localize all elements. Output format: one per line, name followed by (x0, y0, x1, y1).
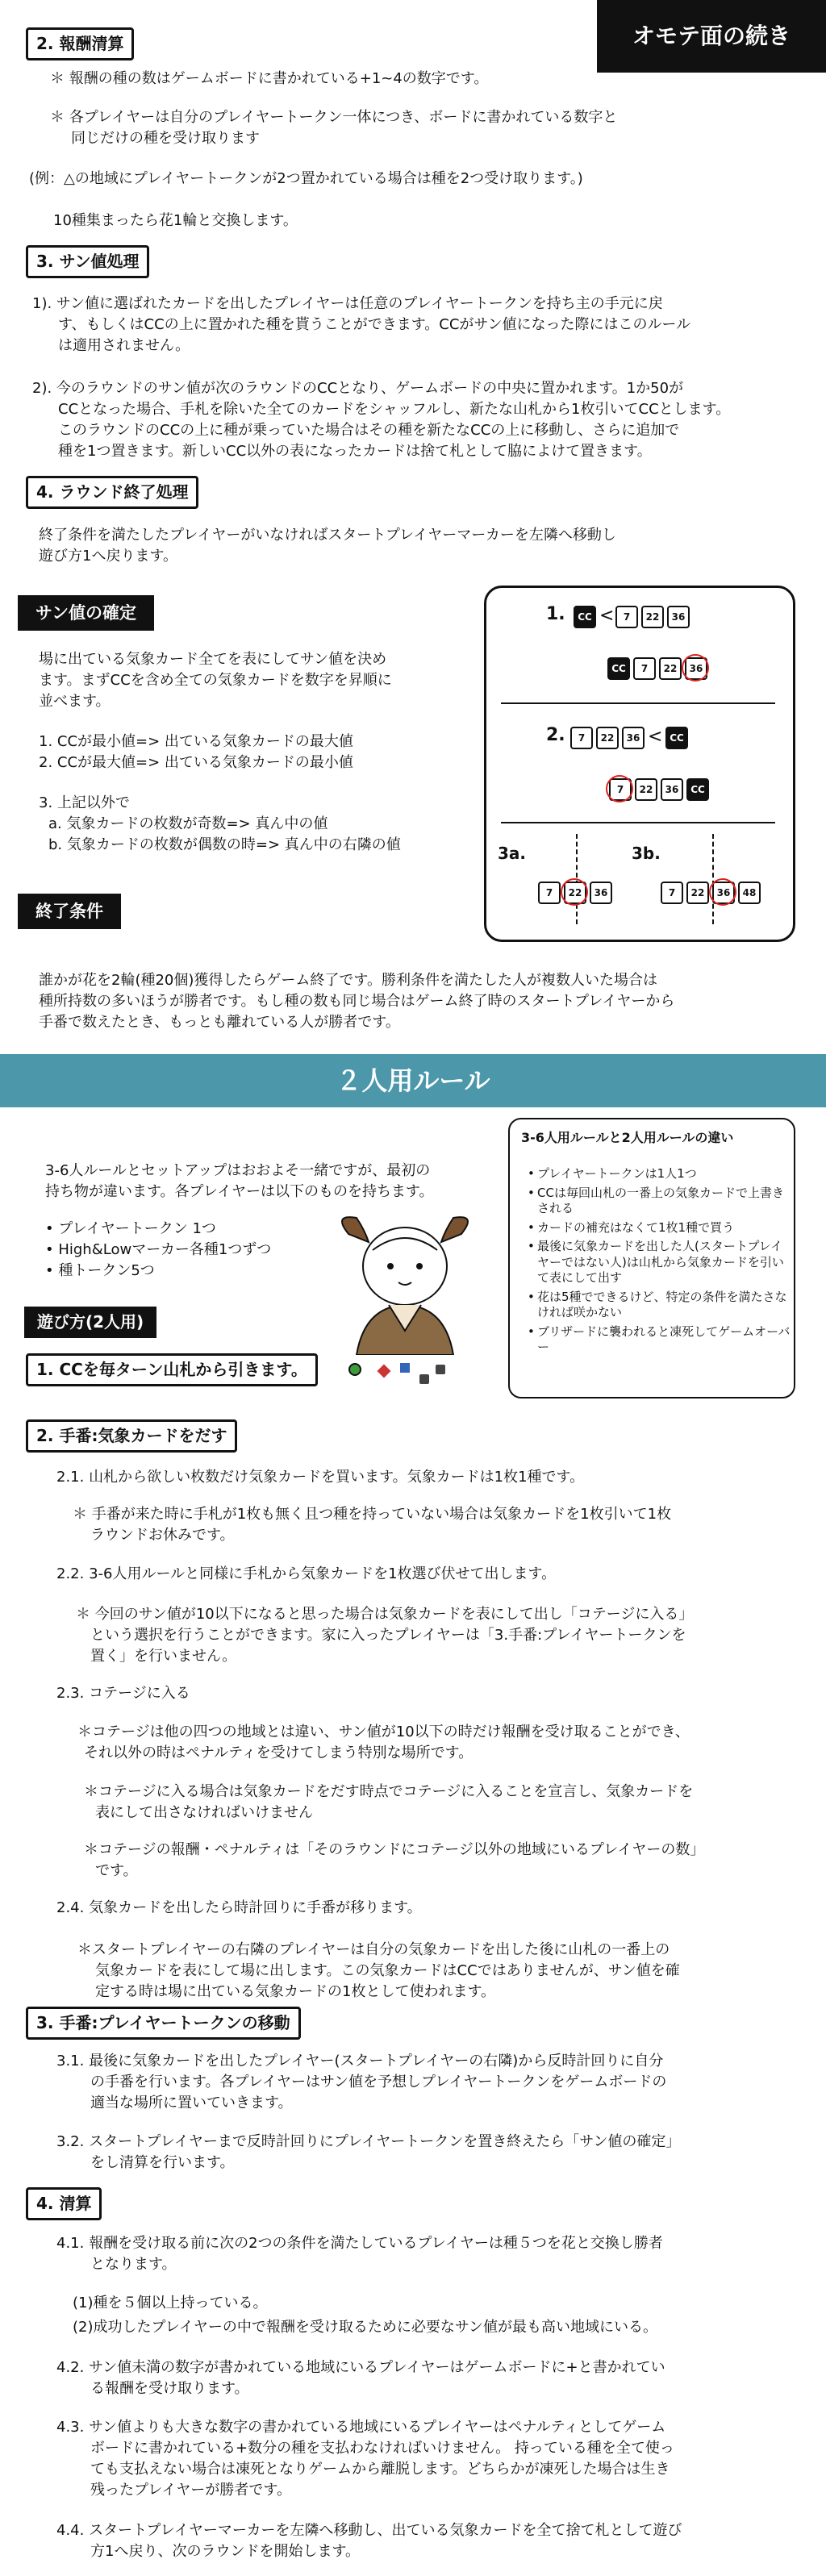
two-item-2: • High&Lowマーカー各種1つずつ (45, 1241, 272, 1258)
end-l1: 誰かが花を2輪(種20個)獲得したらゲーム終了です。勝利条件を満たした人が複数人いた場合は (39, 972, 657, 989)
sanchi-p1c: は適用されません。 (58, 337, 190, 354)
section-title-round-end: 4. ラウンド終了処理 (26, 476, 198, 509)
less-than-symbol: < (648, 727, 663, 747)
card-36: 36 (590, 882, 612, 904)
card-22: 22 (635, 778, 657, 801)
list-item: • プレイヤートークンは1人1つ (537, 1166, 794, 1182)
hand-2-2: 2.2. 3-6人用ルールと同様に手札から気象カードを1枚選び伏せて出します。 (56, 1565, 557, 1582)
reward-exchange: 10種集まったら花1輪と交換します。 (53, 212, 298, 229)
settle-cond-2: (2)成功したプレイヤーの中で報酬を受け取るために必要なサン値が最も高い地域にいる。 (73, 2319, 657, 2336)
section-title-sanchi: 3. サン値処理 (26, 245, 149, 278)
hand-2-2-note-2: という選択を行うことができます。家に入ったプレイヤーは「3.手番:プレイヤートークンを (90, 1627, 686, 1644)
reward-bullet-2: ＊ 各プレイヤーは自分のプレイヤートークン一体につき、ボードに書かれている数字と (50, 109, 618, 126)
card-36: 36 (661, 778, 683, 801)
two-player-banner: ２人用ルール (0, 1054, 826, 1107)
card-cc: CC (665, 727, 688, 749)
round-end-p1: 終了条件を満たしたプレイヤーがいなければスタートプレイヤーマーカーを左隣へ移動し (39, 527, 616, 544)
end-l3: 手番で数えたとき、もっとも離れている人が勝者です。 (39, 1014, 400, 1031)
section-title-howto: 遊び方(2人用) (24, 1307, 156, 1338)
settle-4-3a: 4.3. サン値よりも大きな数字の書かれている地域にいるプレイヤーはペナルティとしてゲーム (56, 2419, 666, 2436)
section-title-reward: 2. 報酬清算 (26, 27, 134, 60)
section-title-sanchi-determination: サン値の確定 (18, 595, 154, 631)
hand-2-3-note-3b: です。 (95, 1862, 138, 1879)
card-7: 7 (661, 882, 683, 904)
round-end-p2: 遊び方1へ戻ります。 (39, 548, 178, 565)
hand-2-4-note-1: ＊スタートプレイヤーの右隣のプレイヤーは自分の気象カードを出した後に山札の一番上の (77, 1941, 670, 1958)
hand-2-3-note-1b: それ以外の時はペナルティを受けてしまう特別な場所です。 (84, 1744, 473, 1761)
two-intro-2: 持ち物が違います。各プレイヤーは以下のものを持ちます。 (45, 1183, 434, 1200)
section-title-settle: 4. 清算 (26, 2187, 102, 2220)
list-item: • 最後に気象カードを出した人(スタートプレイヤーではない人)は山札から気象カードを引いて表にして出す (537, 1239, 794, 1286)
hand-2-1-note-2: ラウンドお休みです。 (90, 1527, 235, 1544)
token-icon (378, 1365, 391, 1378)
sanchi-p2c: このラウンドのCCの上に種が乗っていた場合はその種を新たなCCの上に移動し、さらに追加で (58, 422, 680, 439)
list-item: • CCは毎回山札の一番上の気象カードで上書きされる (537, 1186, 794, 1217)
card-7: 7 (633, 657, 656, 680)
card-7: 7 (609, 778, 632, 801)
reward-bullet-1: ＊ 報酬の種の数はゲームボードに書かれている+1~4の数字です。 (50, 70, 489, 87)
character-illustration (324, 1210, 486, 1355)
settle-4-3d: 残ったプレイヤーが勝者です。 (90, 2482, 291, 2499)
card-22: 22 (641, 606, 664, 628)
move-3-1c: 適当な場所に置いていきます。 (90, 2095, 293, 2111)
list-item: • 花は5種でできるけど、特定の条件を満たさなければ咲かない (537, 1290, 794, 1321)
card-22: 22 (596, 727, 619, 749)
reward-bullet-2b: 同じだけの種を受け取ります (71, 130, 260, 147)
marker-icon (400, 1363, 410, 1373)
card-7: 7 (538, 882, 561, 904)
card-36: 36 (685, 657, 707, 680)
hand-2-2-note-1: ＊ 今回のサン値が10以下になると思った場合は気象カードを表にして出し「コテージに入る」 (76, 1606, 694, 1623)
sanchi-p2d: 種を1つ置きます。新しいCC以外の表になったカードは捨て札として脇によけて置きます。 (58, 443, 652, 460)
card-36: 36 (667, 606, 690, 628)
diagram-label-1: 1. (546, 604, 565, 624)
settle-4-2b: る報酬を受け取ります。 (90, 2380, 249, 2397)
list-item: • カードの補充はなくて1枚1種で買う (537, 1220, 794, 1236)
card-36: 36 (622, 727, 645, 749)
settle-4-1a: 4.1. 報酬を受け取る前に次の2つの条件を満たしているプレイヤーは種５つを花と交換し勝者 (56, 2235, 663, 2252)
card-22: 22 (686, 882, 709, 904)
det-c1: 1. CCが最小値=> 出ている気象カードの最大値 (39, 733, 353, 750)
det-c3b: b. 気象カードの枚数が偶数の時=> 真ん中の右隣の値 (48, 836, 401, 853)
settle-4-4b: 方1へ戻り、次のラウンドを開始します。 (90, 2543, 361, 2560)
sanchi-p2a: 2). 今のラウンドのサン値が次のラウンドのCCとなり、ゲームボードの中央に置かれます。1か50が (32, 380, 684, 397)
settle-4-1b: となります。 (90, 2256, 177, 2273)
seed-icon (348, 1363, 361, 1376)
move-3-2b: をし清算を行います。 (90, 2154, 235, 2171)
sanchi-p1b: す、もしくはCCの上に置かれた種を貰うことができます。CCがサン値になった際にはこのルール (58, 316, 691, 333)
hand-2-1-note-1: ＊ 手番が来た時に手札が1枚も無く且つ種を持っていない場合は気象カードを1枚引いて1枚 (73, 1506, 672, 1523)
list-item: • ブリザードに襲われると凍死してゲームオーバー (537, 1324, 794, 1356)
card-7: 7 (570, 727, 593, 749)
divider (501, 702, 775, 704)
two-item-3: • 種トークン5つ (45, 1262, 155, 1279)
less-than-symbol: < (599, 606, 615, 626)
hand-2-4-note-3: 定する時は場に出ている気象カードの1枚として使われます。 (95, 1983, 496, 2000)
hand-2-2-note-3: 置く」を行いません。 (90, 1648, 237, 1665)
hand-2-3-note-1a: ＊コテージは他の四つの地域とは違い、サン値が10以下の時だけ報酬を受け取ることができ、 (77, 1724, 690, 1740)
det-c2: 2. CCが最大値=> 出ている気象カードの最小値 (39, 754, 353, 771)
diagram-label-3a: 3a. (498, 844, 527, 863)
step-1-title: 1. CCを毎ターン山札から引きます。 (26, 1353, 318, 1386)
det-c3: 3. 上記以外で (39, 794, 130, 811)
settle-4-3c: ても支払えない場合は凍死となりゲームから離脱します。どちらかが凍死した場合は生き (90, 2461, 670, 2478)
two-intro-1: 3-6人ルールとセットアップはおおよそ一緒ですが、最初の (45, 1162, 431, 1179)
card-cc: CC (607, 657, 630, 680)
card-48: 48 (738, 882, 761, 904)
card-36: 36 (712, 882, 735, 904)
sanchi-diagram (484, 586, 795, 942)
card-7: 7 (615, 606, 638, 628)
card-icon (436, 1365, 445, 1374)
corner-label: オモテ面の続き (597, 0, 826, 73)
sanchi-p2b: CCとなった場合、手札を除いた全てのカードをシャッフルし、新たな山札から1枚引いてCCとします。 (58, 401, 731, 418)
highlight-circle (606, 775, 633, 802)
card-cc: CC (686, 778, 709, 801)
card-cc: CC (574, 606, 596, 628)
two-item-1: • プレイヤートークン 1つ (45, 1220, 216, 1237)
highlight-circle (561, 878, 588, 906)
diagram-label-3b: 3b. (632, 844, 661, 863)
section-title-move: 3. 手番:プレイヤートークンの移動 (26, 2007, 301, 2040)
divider (501, 822, 775, 823)
hand-2-3-note-2a: ＊コテージに入る場合は気象カードをだす時点でコテージに入ることを宣言し、気象カードを (84, 1783, 694, 1800)
det-l3: 並べます。 (39, 693, 111, 710)
sanchi-p1a: 1). サン値に選ばれたカードを出したプレイヤーは任意のプレイヤートークンを持ち主の手元に戻 (32, 295, 663, 312)
move-3-1b: の手番を行います。各プレイヤーはサン値を予想しプレイヤートークンをゲームボードの (90, 2074, 667, 2090)
det-c3a: a. 気象カードの枚数が奇数=> 真ん中の値 (48, 815, 328, 832)
differences-panel (508, 1118, 795, 1398)
reward-example: (例：△の地域にプレイヤートークンが2つ置かれている場合は種を2つ受け取ります。) (29, 170, 583, 187)
differences-list (523, 1166, 794, 1359)
det-l1: 場に出ている気象カード全てを表にしてサン値を決め (39, 651, 387, 668)
highlight-circle (709, 878, 736, 906)
diagram-label-2: 2. (546, 725, 565, 745)
hand-2-1: 2.1. 山札から欲しい枚数だけ気象カードを買います。気象カードは1枚1種です。 (56, 1469, 585, 1486)
section-title-end-condition: 終了条件 (18, 894, 121, 929)
settle-4-4a: 4.4. スタートプレイヤーマーカーを左隣へ移動し、出ている気象カードを全て捨て札として遊び (56, 2522, 682, 2539)
hand-2-3: 2.3. コテージに入る (56, 1685, 190, 1702)
middle-line (712, 834, 714, 924)
settle-4-3b: ボードに書かれている+数分の種を支払わなければいけません。 持っている種を全て使っ (90, 2440, 674, 2457)
settle-cond-1: (1)種を５個以上持っている。 (73, 2295, 268, 2311)
highlight-circle (682, 654, 709, 682)
card-icon (419, 1374, 429, 1384)
end-l2: 種所持数の多いほうが勝者です。もし種の数も同じ場合はゲーム終了時のスタートプレイヤーから (39, 993, 675, 1010)
move-3-2a: 3.2. スタートプレイヤーまで反時計回りにプレイヤートークンを置き終えたら「サン値の確定」 (56, 2133, 681, 2150)
hand-2-3-note-3a: ＊コテージの報酬・ペナルティは「そのラウンドにコテージ以外の地域にいるプレイヤーの数」 (84, 1841, 705, 1858)
section-title-hand: 2. 手番:気象カードをだす (26, 1419, 237, 1453)
hand-2-4-note-2: 気象カードを表にして場に出します。この気象カードはCCではありませんが、サン値を確 (95, 1962, 680, 1979)
card-22: 22 (659, 657, 682, 680)
settle-4-2a: 4.2. サン値未満の数字が書かれている地域にいるプレイヤーはゲームボードに+と書かれてい (56, 2359, 665, 2376)
hand-2-3-note-2b: 表にして出さなければいけません (95, 1804, 313, 1821)
move-3-1a: 3.1. 最後に気象カードを出したプレイヤー(スタートプレイヤーの右隣)から反時計回りに自分 (56, 2053, 664, 2070)
det-l2: ます。まずCCを含め全ての気象カードを数字を昇順に (39, 672, 392, 689)
hand-2-4: 2.4. 気象カードを出したら時計回りに手番が移ります。 (56, 1899, 422, 1916)
differences-title: 3-6人用ルールと2人用ルールの違い (521, 1130, 734, 1145)
character-icon (324, 1210, 486, 1355)
card-22: 22 (564, 882, 586, 904)
